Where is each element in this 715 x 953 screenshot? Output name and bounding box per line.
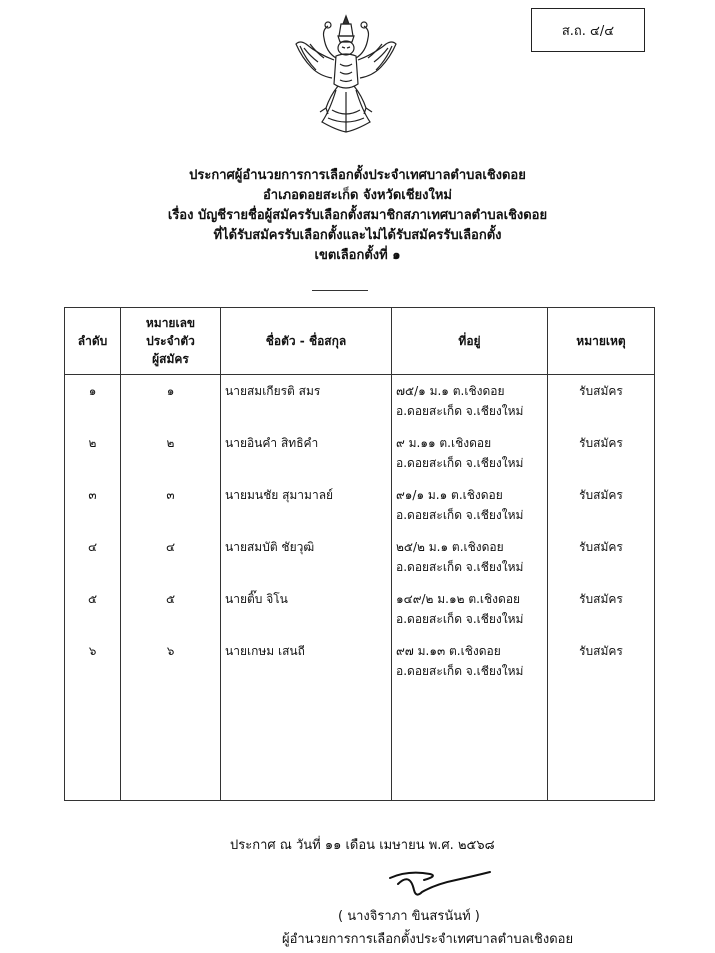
- cell-remark: รับสมัคร: [548, 635, 655, 687]
- cell-number: ๒: [121, 427, 221, 479]
- header-address: ที่อยู่: [392, 308, 548, 375]
- address-line-1: ๒๕/๒ ม.๑ ต.เชิงดอย: [396, 540, 504, 554]
- table-row: [65, 531, 655, 583]
- address-line-2: อ.ดอยสะเก็ด จ.เชียงใหม่: [396, 664, 524, 678]
- header-candidate-number: [121, 308, 221, 375]
- cell-order: ๕: [65, 583, 121, 635]
- address-line-1: ๙๑/๑ ม.๑ ต.เชิงดอย: [396, 488, 503, 502]
- address-line-2: อ.ดอยสะเก็ด จ.เชียงใหม่: [396, 404, 524, 418]
- cell-remark: รับสมัคร: [548, 531, 655, 583]
- cell-number: ๕: [121, 583, 221, 635]
- header-name: ชื่อตัว - ชื่อสกุล: [221, 308, 392, 375]
- table-row: [65, 479, 655, 531]
- cell-address: [392, 479, 548, 531]
- cell-number: ๑: [121, 375, 221, 428]
- cell-number: ๔: [121, 531, 221, 583]
- address-line-2: อ.ดอยสะเก็ด จ.เชียงใหม่: [396, 612, 524, 626]
- candidate-table: [64, 307, 655, 801]
- announcement-heading: [0, 166, 715, 266]
- announcement-date: ประกาศ ณ วันที่ ๑๑ เดือน เมษายน พ.ศ. ๒๕๖๘: [230, 838, 495, 853]
- cell-order: ๖: [65, 635, 121, 687]
- address-line-1: ๙๗ ม.๑๓ ต.เชิงดอย: [396, 644, 501, 658]
- header-number-line-2: ประจำตัว: [146, 334, 195, 348]
- cell-name: นายสมเกียรติ สมร: [221, 375, 392, 428]
- header-number-line-1: หมายเลข: [145, 316, 196, 330]
- form-code-box: [531, 8, 645, 52]
- garuda-emblem-icon: [292, 14, 400, 138]
- cell-remark: รับสมัคร: [548, 479, 655, 531]
- header-remark: หมายเหตุ: [548, 308, 655, 375]
- heading-line-3: เรื่อง บัญชีรายชื่อผู้สมัครรับเลือกตั้งสมาชิกสภาเทศบาลตำบลเชิงดอย: [167, 208, 548, 223]
- cell-name: นายสมบัติ ชัยวุฒิ: [221, 531, 392, 583]
- address-line-2: อ.ดอยสะเก็ด จ.เชียงใหม่: [396, 560, 524, 574]
- table-empty-space: [65, 687, 655, 801]
- cell-address: [392, 375, 548, 428]
- cell-name: นายอินคำ สิทธิคำ: [221, 427, 392, 479]
- table-row: [65, 635, 655, 687]
- cell-address: [392, 635, 548, 687]
- cell-name: นายเกษม เสนถี: [221, 635, 392, 687]
- cell-order: ๒: [65, 427, 121, 479]
- header-number-line-3: ผู้สมัคร: [152, 352, 189, 366]
- cell-address: [392, 531, 548, 583]
- cell-order: ๑: [65, 375, 121, 428]
- cell-name: นายติ๊บ จิโน: [221, 583, 392, 635]
- heading-line-5: เขตเลือกตั้งที่ ๑: [314, 248, 401, 263]
- heading-line-2: อำเภอดอยสะเก็ด จังหวัดเชียงใหม่: [263, 188, 452, 203]
- address-line-2: อ.ดอยสะเก็ด จ.เชียงใหม่: [396, 508, 524, 522]
- heading-line-1: ประกาศผู้อำนวยการการเลือกตั้งประจำเทศบาลตำบลเชิงดอย: [189, 168, 526, 183]
- signature-mark: [378, 862, 498, 902]
- cell-remark: รับสมัคร: [548, 375, 655, 428]
- signer-title: ผู้อำนวยการการเลือกตั้งประจำเทศบาลตำบลเชิงดอย: [282, 932, 574, 947]
- table-header-row: [65, 308, 655, 375]
- form-code: ส.ถ. ๔/๔: [561, 23, 615, 39]
- heading-divider: [312, 290, 368, 291]
- cell-name: นายมนชัย สุมามาลย์: [221, 479, 392, 531]
- address-line-2: อ.ดอยสะเก็ด จ.เชียงใหม่: [396, 456, 524, 470]
- cell-remark: รับสมัคร: [548, 427, 655, 479]
- cell-remark: รับสมัคร: [548, 583, 655, 635]
- signer-name: ( นางจิราภา ขินสรนันท์ ): [338, 909, 480, 924]
- header-order: ลำดับ: [65, 308, 121, 375]
- cell-order: ๔: [65, 531, 121, 583]
- table-row: [65, 375, 655, 428]
- cell-address: [392, 583, 548, 635]
- heading-line-4: ที่ได้รับสมัครรับเลือกตั้งและไม่ได้รับสมัครรับเลือกตั้ง: [213, 228, 502, 243]
- cell-number: ๓: [121, 479, 221, 531]
- cell-order: ๓: [65, 479, 121, 531]
- address-line-1: ๑๔๙/๒ ม.๑๒ ต.เชิงดอย: [396, 592, 521, 606]
- address-line-1: ๙ ม.๑๑ ต.เชิงดอย: [396, 436, 492, 450]
- table-row: [65, 427, 655, 479]
- cell-number: ๖: [121, 635, 221, 687]
- table-row: [65, 583, 655, 635]
- cell-address: [392, 427, 548, 479]
- address-line-1: ๗๕/๑ ม.๑ ต.เชิงดอย: [396, 384, 505, 398]
